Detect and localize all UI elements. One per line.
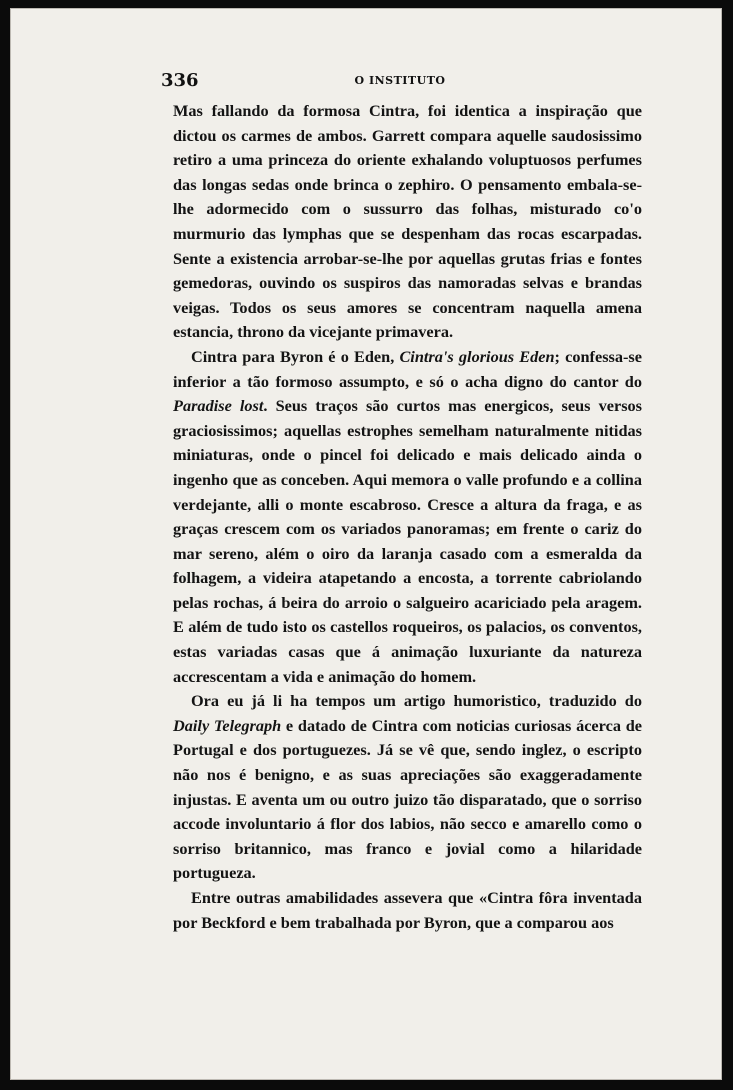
paragraph-2-text-b: ; confessa-se inferior a tão formoso assumpto, e só o acha digno do cantor do bbox=[173, 346, 642, 391]
body-text bbox=[173, 99, 642, 935]
page-header bbox=[161, 70, 639, 92]
paragraph-1: Mas fallando da formosa Cintra, foi identica a inspiração que dictou os carmes de ambos. Garrett compara aquelle saudosissimo retiro a uma princeza do oriente exhalando voluptuosos perfumes das longas sedas onde brinca o zephiro. O pensamento embala-se-lhe adormecido com o sussurro das folhas, misturado co'o murmurio das lymphas que se despenham das rocas escarpadas. Sente a existencia arrobar-se-lhe por aquellas grutas frias e fontes gemedoras, ouvindo os suspiros das namoradas selvas e brandas veigas. Todos os seus amores se concentram naquella amena estancia, throno da vicejante primavera. bbox=[173, 101, 642, 342]
page-number: 336 bbox=[161, 70, 199, 91]
paragraph-2-text-c: . Seus traços são curtos mas energicos, seus versos graciosissimos; aquellas estrophes semelham naturalmente nitidas miniaturas, onde o pincel foi delicado e mais delicado ainda o ingenho que as conceben. Aqui memora o valle profundo e a collina verdejante, alli o monte escabroso. Cresce a altura da fraga, e as graças crescem com os variados panoramas; em frente o cariz do mar sereno, além o oiro da laranja casado com a esmeralda da folhagem, a videira atapetando a encosta, a torrente cabriolando pelas rochas, á beira do arroio o salgueiro acariciado pela aragem. E além de tudo isto os castellos roqueiros, os palacios, os conventos, estas variadas casas que á animação luxuriante da natureza accrescentam a vida e animação do homem. bbox=[173, 396, 643, 686]
paragraph-2-text-a: Cintra para Byron é o Eden, bbox=[191, 346, 400, 366]
paragraph-3-text-b: e datado de Cintra com noticias curiosas ácerca de Portugal e dos portuguezes. Já se vê que, sendo inglez, o escripto não nos é benigno, e as suas apreciações são exaggeradamente injustas. E aventa um ou outro juizo tão disparatado, que o sorriso accode involuntario á flor dos labios, não secco e amarello como o sorriso britannico, mas franco e jovial como a hilaridade portugueza. bbox=[173, 715, 642, 883]
title-daily-telegraph: Daily Telegraph bbox=[173, 715, 282, 735]
title-paradise-lost: Paradise lost bbox=[173, 396, 264, 416]
paragraph-2 bbox=[173, 345, 642, 689]
paragraph-3-text-a: Ora eu já li ha tempos um artigo humoristico, traduzido do bbox=[191, 691, 642, 711]
paragraph-3 bbox=[173, 689, 642, 886]
paragraph-4: Entre outras amabilidades assevera que «Cintra fôra inventada por Beckford e bem trabalhada por Byron, que a comparou aos bbox=[173, 888, 642, 932]
running-title: O INSTITUTO bbox=[354, 74, 446, 87]
quote-cintras-glorious-eden: Cintra's glorious Eden bbox=[399, 346, 555, 366]
